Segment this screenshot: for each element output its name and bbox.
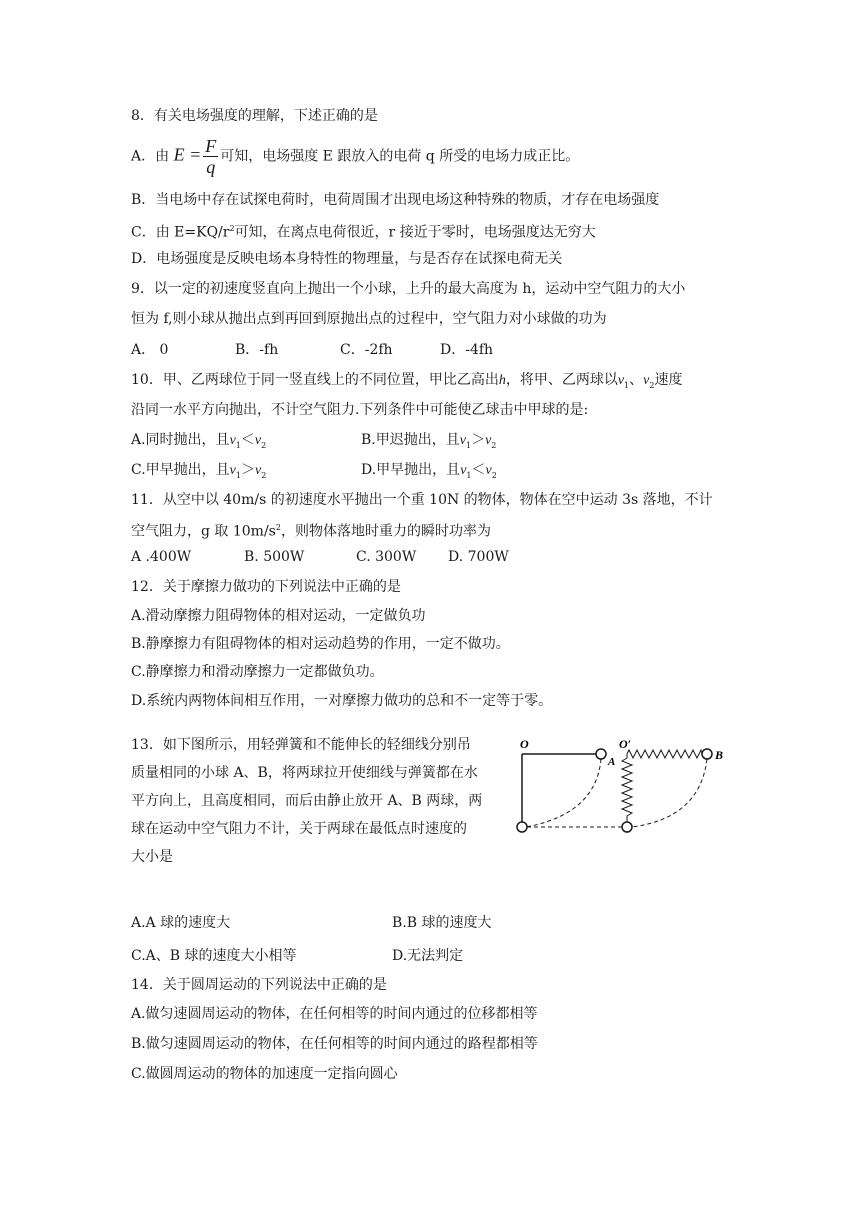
q12-option-d: D.系统内两物体间相互作用，一对摩擦力做功的总和不一定等于零。 — [131, 693, 553, 709]
q10-option-d-rel: ＜ — [471, 462, 486, 478]
q10-option-b — [361, 430, 496, 456]
q13-stem-line5: 大小是 — [131, 849, 173, 865]
q13-option-b: B.B 球的速度大 — [392, 915, 492, 931]
q10-sub: 1 — [465, 440, 472, 450]
q10-v: v — [229, 463, 236, 478]
q13-label-o: O — [520, 737, 529, 751]
q13-spring-vertical — [622, 754, 632, 822]
q10-sub: 2 — [261, 440, 267, 450]
q8-option-a-suffix: 可知，电场强度 E 跟放入的电荷 q 所受的电场力成正比。 — [220, 148, 580, 165]
q10-v: v — [643, 373, 650, 388]
q13-label-a: A — [608, 756, 616, 768]
q8-option-c-suffix: 可知，在离点电荷很近，r 接近于零时，电场强度达无穷大 — [234, 224, 596, 241]
q13-ball-a-bottom — [517, 822, 527, 832]
q10-option-c-rel: ＞ — [240, 462, 255, 478]
q10-sub: 1 — [235, 440, 241, 450]
q10-sub: 1 — [235, 470, 241, 480]
q11-stem-line2-suffix: ，则物体落地时重力的瞬时功率为 — [280, 523, 491, 540]
q10-v: v — [460, 463, 467, 478]
q10-stem-part1: 10．甲、乙两球位于同一竖直线上的不同位置，甲比乙高出 — [131, 372, 499, 388]
q10-option-d-text: D.甲早抛出，且 — [361, 462, 461, 478]
q10-option-c-text: C.甲早抛出，且 — [131, 462, 230, 478]
q13-option-a: A.A 球的速度大 — [131, 915, 231, 931]
q12-option-a: A.滑动摩擦力阻碍物体的相对运动，一定做负功 — [131, 608, 426, 624]
q13-option-d: D.无法判定 — [392, 948, 464, 964]
q8-stem: 8．有关电场强度的理解，下述正确的是 — [131, 108, 378, 124]
q14-stem: 14．关于圆周运动的下列说法中正确的是 — [131, 977, 387, 993]
q14-option-a: A.做匀速圆周运动的物体，在任何相等的时间内通过的位移都相等 — [131, 1006, 538, 1022]
q10-option-a — [131, 430, 266, 456]
q13-diagram — [510, 736, 730, 844]
q10-v: v — [254, 433, 262, 448]
q10-stem-line2: 沿同一水平方向抛出，不计空气阻力.下列条件中可能使乙球击中甲球的是: — [131, 402, 589, 418]
q13-path-b — [632, 759, 707, 827]
q10-option-d — [361, 460, 497, 486]
q13-ball-b-initial — [702, 749, 712, 759]
q10-v: v — [254, 463, 262, 478]
q10-v: v — [459, 433, 466, 448]
q9-option-b: B．-fh — [235, 342, 279, 358]
q10-sub: 2 — [261, 470, 267, 480]
q13-label-o-prime: O′ — [619, 737, 632, 751]
q9-stem-line2: 恒为 f,则小球从抛出点到再回到原抛出点的过程中，空气阻力对小球做的功为 — [131, 311, 607, 327]
q10-v: v — [229, 433, 236, 448]
q8-option-c-prefix: C．由 E=KQ/r — [131, 224, 230, 241]
q9-option-d: D．-4fh — [440, 342, 494, 358]
q10-option-c — [131, 460, 266, 486]
q10-stem-part2: ，将甲、乙两球以 — [505, 372, 618, 388]
q12-option-c: C.静摩擦力和滑动摩擦力一定都做负功。 — [131, 664, 384, 680]
q13-option-c: C.A、B 球的速度大小相等 — [131, 948, 297, 964]
q8-option-c-sup: 2 — [229, 224, 235, 233]
q11-stem-sup: 2 — [275, 523, 281, 532]
q8-fraction-denominator: q — [206, 157, 216, 177]
q8-equation-lhs: E = — [173, 144, 202, 165]
q13-stem-line1: 13．如下图所示，用轻弹簧和不能伸长的轻细线分别吊 — [131, 737, 471, 753]
q9-option-a: A． 0 — [131, 342, 169, 358]
q13-stem-line4: 球在运动中空气阻力不计，关于两球在最低点时速度的 — [131, 821, 467, 837]
q10-sub: 2 — [491, 440, 497, 450]
q11-option-d: D. 700W — [448, 549, 509, 565]
q8-option-c — [131, 219, 596, 243]
q12-option-b: B.静摩擦力有阻碍物体的相对运动趋势的作用，一定不做功。 — [131, 636, 510, 652]
q13-label-b: B — [715, 748, 724, 762]
q8-fraction — [203, 136, 218, 177]
q11-option-b: B. 500W — [244, 549, 305, 565]
q10-option-b-text: B.甲迟抛出，且 — [361, 432, 460, 448]
q8-option-d: D．电场强度是反映电场本身特性的物理量，与是否存在试探电荷无关 — [131, 251, 563, 267]
q10-symbol-h: h — [498, 373, 506, 388]
q11-stem-line2 — [131, 518, 491, 542]
q13-ball-b-bottom — [622, 822, 632, 832]
q13-stem-line3: 平方向上，且高度相同，而后由静止放开 A、B 两球，两 — [131, 793, 483, 809]
q9-stem-line1: 9．以一定的初速度竖直向上抛出一个小球，上升的最大高度为 h，运动中空气阻力的大小 — [131, 281, 686, 297]
q9-option-c: C．-2fh — [340, 342, 393, 358]
q10-sub: 1 — [466, 470, 472, 480]
q10-sub: 1 — [624, 380, 630, 390]
q14-option-b: B.做匀速圆周运动的物体，在任何相等的时间内通过的路程都相等 — [131, 1036, 538, 1052]
q8-option-a — [131, 136, 579, 177]
q8-option-a-prefix: A．由 — [131, 148, 170, 165]
q10-option-b-rel: ＞ — [471, 432, 486, 448]
q8-fraction-numerator: F — [205, 136, 217, 156]
q10-v: v — [485, 463, 492, 478]
q11-option-a: A .400W — [131, 549, 192, 565]
q13-ball-a-initial — [596, 749, 606, 759]
q10-stem-line1 — [131, 370, 682, 396]
q13-stem-line2: 质量相同的小球 A、B，将两球拉开使细线与弹簧都在水 — [131, 765, 478, 781]
q13-path-a — [526, 759, 601, 827]
q10-sub: 2 — [491, 470, 497, 480]
q10-sep: 、 — [629, 372, 644, 388]
q12-stem: 12．关于摩擦力做功的下列说法中正确的是 — [131, 579, 401, 595]
q11-stem-line2-prefix: 空气阻力，g 取 10m/s — [131, 523, 276, 540]
q14-option-c: C.做圆周运动的物体的加速度一定指向圆心 — [131, 1066, 398, 1082]
q11-option-c: C. 300W — [356, 549, 417, 565]
q10-v: v — [617, 373, 625, 388]
q10-v: v — [485, 433, 492, 448]
q10-option-a-text: A.同时抛出，且 — [131, 432, 230, 448]
q13-spring-horizontal — [627, 750, 702, 758]
q10-sub: 2 — [649, 380, 655, 390]
q11-stem-line1: 11．从空中以 40m/s 的初速度水平抛出一个重 10N 的物体，物体在空中运动 3s 落地，不计 — [131, 492, 713, 508]
q8-option-b: B．当电场中存在试探电荷时，电荷周围才出现电场这种特殊的物质，才存在电场强度 — [131, 192, 660, 208]
q10-option-a-rel: ＜ — [240, 432, 255, 448]
q10-stem-part3: 速度 — [654, 372, 683, 388]
